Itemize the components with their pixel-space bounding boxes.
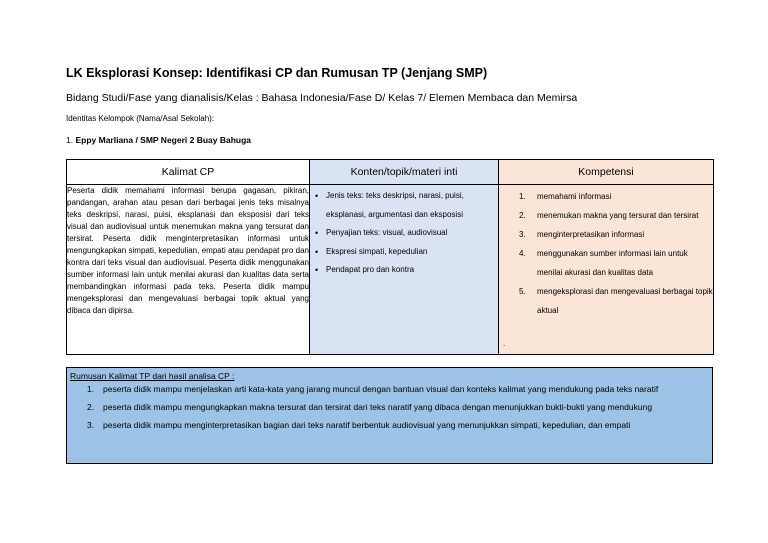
rumusan-list <box>67 383 714 437</box>
list-item <box>87 419 706 431</box>
konten-cell <box>310 185 499 355</box>
list-text: menggunakan sumber informasi lain untuk menilai akurasi dan kualitas data <box>537 249 688 277</box>
list-item <box>519 244 713 282</box>
document-title: LK Eksplorasi Konsep: Identifikasi CP dan Rumusan TP (Jenjang SMP) <box>66 66 488 80</box>
kompetensi-cell <box>499 185 714 355</box>
identitas-label: Identitas Kelompok (Nama/Asal Sekolah): <box>66 114 215 123</box>
list-item: • Penyajian teks: visual, audiovisual <box>326 224 498 243</box>
list-number: 1. <box>519 192 526 201</box>
list-text: peserta didik mampu mengungkapkan makna tersurat dan tersirat dari teks naratif yang dibaca dengan menunjukkan bukti-bukti yang mendukung <box>103 402 653 412</box>
header-kompetensi: Kompetensi <box>499 160 714 185</box>
header-konten: Konten/topik/materi inti <box>310 160 499 185</box>
list-number: 1. <box>87 384 95 394</box>
list-item <box>519 282 713 320</box>
list-item <box>519 206 713 225</box>
konten-list <box>310 187 498 280</box>
table-row <box>67 185 714 355</box>
list-text: menginterpretasikan informasi <box>537 230 645 239</box>
header-kalimat-cp: Kalimat CP <box>67 160 310 185</box>
list-item <box>87 383 706 395</box>
member-number: 1. <box>66 135 74 145</box>
table-header-row <box>67 160 714 185</box>
list-number: 2. <box>519 211 526 220</box>
list-item: • Jenis teks: teks deskripsi, narasi, puisi, eksplanasi, argumentasi dan eksposisi <box>326 187 498 224</box>
list-text: memahami informasi <box>537 192 612 201</box>
kompetensi-list <box>499 187 713 320</box>
list-item <box>519 225 713 244</box>
list-text: menemukan makna yang tersurat dan tersirat <box>537 211 699 220</box>
list-text: peserta didik mampu menginterpretasikan bagian dari teks naratif berbentuk audiovisual yang menunjukkan simpati, kepedulian, dan empati <box>103 420 631 430</box>
list-number: 5. <box>519 287 526 296</box>
rumusan-heading: Rumusan Kalimat TP dari hasil analisa CP : <box>70 371 235 381</box>
member-line <box>66 135 251 145</box>
document-subtitle: Bidang Studi/Fase yang dianalisis/Kelas : Bahasa Indonesia/Fase D/ Kelas 7/ Elemen Membaca dan Memirsa <box>66 92 578 104</box>
list-text: peserta didik mampu menjelaskan arti kata-kata yang jarang muncul dengan bantuan visual dan konteks kalimat yang mendukung pada teks naratif <box>103 384 659 394</box>
kalimat-cp-cell: Peserta didik memahami informasi berupa gagasan, pikiran, pandangan, arahan atau pesan dari berbagai jenis teks misalnya teks deskripsi, narasi, puisi, eksplanasi dan eksposisi dari teks visual dan audiovisual untuk menemukan makna yang tersurat dan tersirat. Peserta didik menginterpretasikan informasi untuk mengungkapkan simpati, kepedulian, empati atau pendapat pro dan kontra dari teks visual dan audiovisual. Peserta didik menggunakan sumber informasi lain untuk menilai akurasi dan kualitas data serta membandingkan informasi pada teks. Peserta didik mampu mengeksplorasi dan mengevaluasi berbagai topik aktual yang dibaca dan dipirsa. <box>67 185 310 355</box>
trailing-mark: . <box>503 339 506 348</box>
list-item <box>519 187 713 206</box>
list-number: 4. <box>519 249 526 258</box>
list-number: 3. <box>519 230 526 239</box>
list-item: • Ekspresi simpati, kepedulian <box>326 243 498 262</box>
list-text: mengeksplorasi dan mengevaluasi berbagai topik aktual <box>537 287 713 315</box>
list-item <box>87 401 706 413</box>
cp-analysis-table <box>66 159 714 355</box>
list-number: 3. <box>87 420 95 430</box>
member-name: Eppy Marliana / SMP Negeri 2 Buay Bahuga <box>75 135 252 145</box>
list-number: 2. <box>87 402 95 412</box>
rumusan-tp-box <box>66 367 713 464</box>
list-item: • Pendapat pro dan kontra <box>326 261 498 280</box>
